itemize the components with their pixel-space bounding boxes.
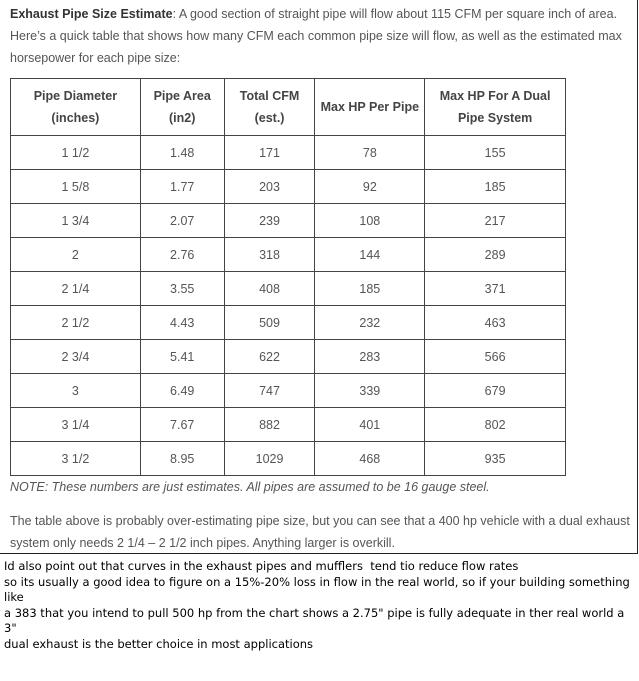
table-cell: 408: [224, 272, 315, 306]
table-row: [11, 136, 566, 170]
column-header: [140, 79, 224, 136]
table-cell: 3.55: [140, 272, 224, 306]
table-cell: 935: [425, 442, 566, 476]
table-cell: 203: [224, 170, 315, 204]
column-header-line: Max HP For A Dual: [439, 89, 551, 103]
column-header-line: Pipe Area: [153, 89, 211, 103]
table-cell: 1 5/8: [11, 170, 141, 204]
table-cell: 2 1/2: [11, 306, 141, 340]
table-row: [11, 408, 566, 442]
table-cell: 92: [315, 170, 425, 204]
table-cell: 185: [315, 272, 425, 306]
table-cell: 318: [224, 238, 315, 272]
table-cell: 1.77: [140, 170, 224, 204]
table-cell: 8.95: [140, 442, 224, 476]
summary-paragraph: [10, 510, 630, 554]
pipe-size-table: [10, 78, 566, 476]
table-cell: 566: [425, 340, 566, 374]
column-header-line: Max HP Per Pipe: [320, 100, 420, 114]
comment-line-2: so its usually a good idea to figure on a 15%-20% loss in flow in the real world, so if your building something like: [4, 574, 634, 604]
table-cell: 882: [224, 408, 315, 442]
table-cell: 2: [11, 238, 141, 272]
table-cell: 2.07: [140, 204, 224, 238]
table-cell: 3: [11, 374, 141, 408]
table-cell: 144: [315, 238, 425, 272]
column-header-line: Pipe Diameter: [33, 89, 118, 103]
intro-line-3: horsepower for each pipe size:: [10, 51, 181, 65]
intro-paragraph: [10, 3, 630, 69]
table-cell: 463: [425, 306, 566, 340]
table-cell: 185: [425, 170, 566, 204]
table-cell: 171: [224, 136, 315, 170]
table-row: [11, 306, 566, 340]
table-cell: 371: [425, 272, 566, 306]
table-row: [11, 442, 566, 476]
table-cell: 1 3/4: [11, 204, 141, 238]
table-cell: 108: [315, 204, 425, 238]
comment-line-1: Id also point out that curves in the exhaust pipes and mufflers tend tio reduce flow rates: [4, 559, 519, 573]
table-row: [11, 340, 566, 374]
table-cell: 78: [315, 136, 425, 170]
table-cell: 155: [425, 136, 566, 170]
table-cell: 5.41: [140, 340, 224, 374]
column-header-line: Total CFM: [239, 89, 300, 103]
column-header: [224, 79, 315, 136]
column-header-line: (in2): [169, 111, 196, 125]
table-body: [11, 136, 566, 476]
table-cell: 509: [224, 306, 315, 340]
summary-line-1: The table above is probably over-estimating pipe size, but you can see that a 400 hp vehicle with a dual exhaust: [10, 514, 630, 528]
column-header: [315, 79, 425, 136]
table-row: [11, 272, 566, 306]
table-cell: 2.76: [140, 238, 224, 272]
table-cell: 679: [425, 374, 566, 408]
table-row: [11, 170, 566, 204]
comment-line-4: dual exhaust is the better choice in most applications: [4, 636, 314, 651]
table-cell: 232: [315, 306, 425, 340]
intro-line-1-text: : A good section of straight pipe will flow about 115 CFM per square inch of area.: [172, 7, 618, 21]
table-cell: 468: [315, 442, 425, 476]
table-cell: 2 3/4: [11, 340, 141, 374]
table-header-row: [11, 79, 566, 136]
column-header: [425, 79, 566, 136]
table-cell: 1 1/2: [11, 136, 141, 170]
table-cell: 289: [425, 238, 566, 272]
comment-line-3: a 383 that you intend to pull 500 hp from the chart shows a 2.75" pipe is fully adequate in ther real world a 3": [4, 605, 628, 635]
table-cell: 4.43: [140, 306, 224, 340]
table-cell: 3 1/4: [11, 408, 141, 442]
intro-title: Exhaust Pipe Size Estimate: [10, 7, 173, 21]
table-cell: 622: [224, 340, 315, 374]
table-cell: 217: [425, 204, 566, 238]
table-cell: 3 1/2: [11, 442, 141, 476]
table-row: [11, 238, 566, 272]
intro-line-1: [10, 3, 630, 25]
table-note: NOTE: These numbers are just estimates. All pipes are assumed to be 16 gauge steel.: [10, 480, 490, 494]
column-header-line: Pipe System: [457, 111, 533, 125]
table-cell: 239: [224, 204, 315, 238]
table-cell: 2 1/4: [11, 272, 141, 306]
summary-line-2: system only needs 2 1/4 – 2 1/2 inch pipes. Anything larger is overkill.: [10, 536, 395, 550]
table-cell: 339: [315, 374, 425, 408]
table-cell: 6.49: [140, 374, 224, 408]
table-cell: 1.48: [140, 136, 224, 170]
table-cell: 802: [425, 408, 566, 442]
column-header: [11, 79, 141, 136]
column-header-line: (est.): [254, 111, 285, 125]
intro-line-2: Here’s a quick table that shows how many CFM each common pipe size will flow, as well as the estimated max: [10, 29, 622, 43]
table-row: [11, 204, 566, 238]
table-cell: 747: [224, 374, 315, 408]
table-cell: 7.67: [140, 408, 224, 442]
user-comment: [4, 559, 636, 652]
table-cell: 283: [315, 340, 425, 374]
column-header-line: (inches): [51, 111, 100, 125]
table-row: [11, 374, 566, 408]
table-cell: 401: [315, 408, 425, 442]
table-cell: 1029: [224, 442, 315, 476]
